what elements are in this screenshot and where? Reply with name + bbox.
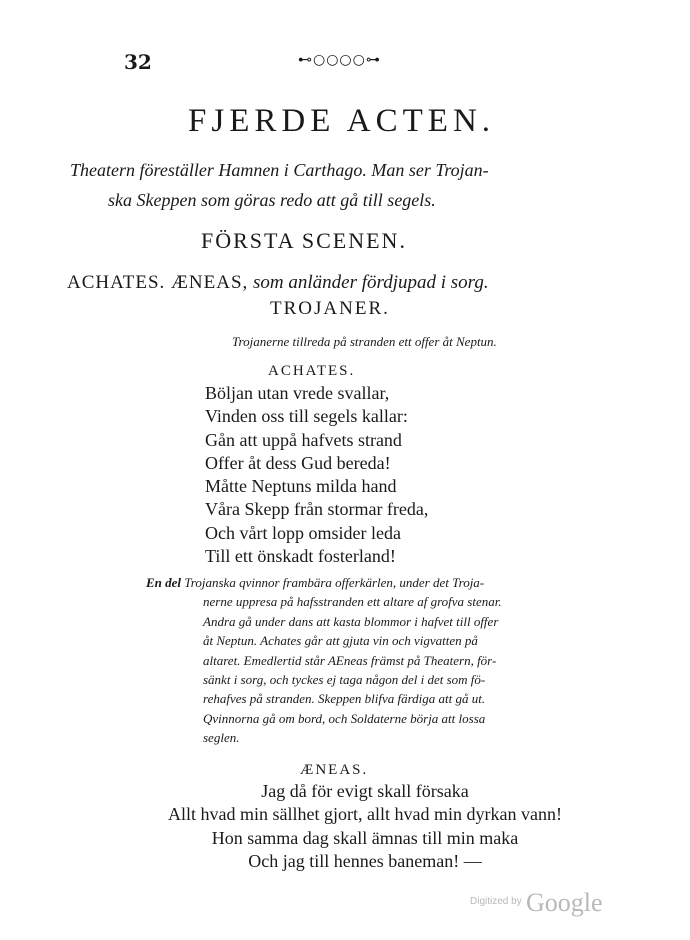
google-watermark: Google xyxy=(526,888,603,917)
verse-line: Vinden oss till segels kallar: xyxy=(205,406,408,427)
stage-direction-lead: En del xyxy=(146,575,182,590)
character-list-line-2: TROJANER. xyxy=(270,298,390,319)
stage-direction-line: rehafves på stranden. Skeppen blifva färdiga att gå ut. xyxy=(203,691,486,707)
stage-direction-line: sänkt i sorg, och tyckes ej taga någon del i det som fö- xyxy=(203,672,486,688)
verse-line: Våra Skepp från stormar freda, xyxy=(205,499,429,520)
character-description: som anländer fördjupad i sorg. xyxy=(248,272,489,293)
stage-direction-line: seglen. xyxy=(203,730,240,746)
character-list xyxy=(67,272,489,294)
verse-line: Allt hvad min sällhet gjort, allt hvad min dyrkan vann! xyxy=(168,804,562,825)
digitized-by-label: Digitized by xyxy=(470,896,522,907)
verse-line: Hon samma dag skall ämnas till min maka xyxy=(211,827,519,848)
verse-line: Gån att uppå hafvets strand xyxy=(205,429,402,450)
verse-line: Måtte Neptuns milda hand xyxy=(205,476,397,497)
setting-line-1: Theatern föreställer Hamnen i Carthago. Man ser Trojan- xyxy=(70,160,489,180)
verse-line: Offer åt dess Gud bereda! xyxy=(205,452,391,473)
stage-direction-line: Andra gå under dans att kasta blommor i hafvet till offer xyxy=(203,613,499,629)
scene-title: FÖRSTA SCENEN. xyxy=(201,228,407,253)
verse-aeneas xyxy=(100,780,630,873)
stage-direction-line: åt Neptun. Achates går att gjuta vin och vigvatten på xyxy=(203,633,478,649)
stage-direction-line: altaret. Emedlertid står AEneas främst på Theatern, för- xyxy=(203,652,497,668)
page-number: 32 xyxy=(124,50,152,74)
verse-line: Böljan utan vrede svallar, xyxy=(205,383,390,403)
verse-line: Till ett önskadt fosterland! xyxy=(205,546,396,567)
header-ornament: ⊷○○○○⊶ xyxy=(298,52,381,68)
verse-achates xyxy=(205,382,428,568)
stage-direction-2 xyxy=(146,573,636,748)
verse-line: Och jag till hennes baneman! — xyxy=(248,850,482,871)
character-names: ACHATES. ÆNEAS, xyxy=(67,272,249,293)
verse-line: Och vårt lopp omsider leda xyxy=(205,522,401,543)
act-title: FJERDE ACTEN. xyxy=(188,103,496,139)
setting-line-2: ska Skeppen som göras redo att gå till segels. xyxy=(108,190,436,210)
stage-direction-line: Trojanska qvinnor frambära offerkärlen, under det Troja- xyxy=(181,575,485,590)
stage-direction-1: Trojanerne tillreda på stranden ett offer åt Neptun. xyxy=(232,334,497,349)
speaker-aeneas: ÆNEAS. xyxy=(300,762,369,778)
speaker-achates: ACHATES. xyxy=(268,363,356,379)
stage-direction-line: nerne uppresa på hafsstranden ett altare af grofva stenar. xyxy=(203,594,502,610)
verse-line: Jag då för evigt skall försaka xyxy=(261,781,469,801)
stage-direction-line: Qvinnorna gå om bord, och Soldaterne börja att lossa xyxy=(203,710,486,726)
